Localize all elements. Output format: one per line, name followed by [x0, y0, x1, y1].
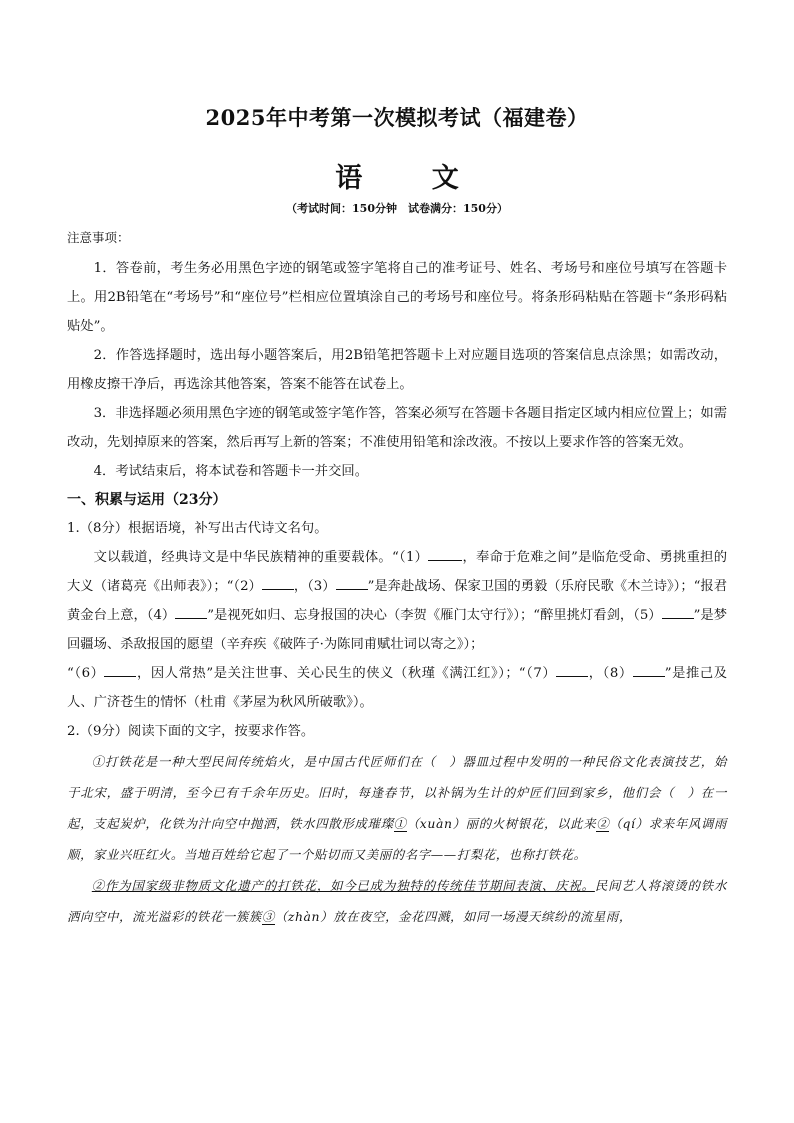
answer-blank-4[interactable] — [175, 618, 207, 619]
passage-1-text-b: （xuàn）丽的火树银花，以此来 — [406, 816, 597, 831]
question-2-prompt — [67, 717, 727, 746]
answer-blank-7[interactable] — [556, 676, 588, 677]
q1-text-a: 文以载道，经典诗文是中华民族精神的重要载体。“（1） — [93, 550, 429, 565]
passage-1-text-a: ①打铁花是一种大型民间传统焰火，是中国古代匠师们在（ ）器皿过程中发明的一种民俗文化表演技艺，始于北宋，盛于明清，至今已有千余年历史。旧时，每逢春节，以补锅为生计的炉匠们回到家乡，他们会（ ）在一起，支起炭炉，化铁为汁向空中抛洒，铁水四散形成璀璨 — [67, 754, 727, 831]
answer-blank-3[interactable] — [336, 589, 368, 590]
notice-item-1: 1．答卷前，考生务必用黑色字迹的钢笔或签字笔将自己的准考证号、姓名、考场号和座位号填写在答题卡上。用2B铅笔在“考场号”和“座位号”栏相应位置填涂自己的考场号和座位号。将条形码粘贴在答题卡“条形码粘贴处”。 — [67, 261, 727, 334]
q1-text-d: ”是奔赴战场、保家卫国的勇毅（乐府民歌《木兰诗》）；“报君黄金台上意，（4） — [67, 579, 728, 623]
q1-text-c: ，（3） — [293, 579, 336, 594]
notice-item-4: 4．考试结束后，将本试卷和答题卡一并交回。 — [93, 464, 368, 479]
answer-blank-6[interactable] — [104, 676, 136, 677]
passage-paragraph-2 — [67, 870, 727, 932]
passage-2-text-b: （zhàn）放在夜空，金花四溅，如同一场漫天缤纷的流星雨， — [274, 909, 632, 924]
section-heading: 一、积累与运用（23分） — [67, 492, 227, 508]
passage-1-text-c: （qí）求来年风调雨顺，家业兴旺红火。当地百姓给它起了一个贴切而又美丽的名字——打梨花，也称打铁花。 — [67, 816, 728, 862]
blank-marker-2: ② — [596, 816, 610, 831]
question-1-prompt — [67, 514, 727, 543]
q1-text-i: ，（8） — [588, 666, 633, 681]
question-number: 1. — [67, 521, 80, 536]
q1-text-g: “（6） — [67, 666, 105, 681]
blank-marker-1: ① — [393, 816, 407, 831]
underlined-sentence: ②作为国家级非物质文化遗产的打铁花，如今已成为独特的传统佳节期间表演、庆祝。 — [91, 878, 595, 893]
answer-blank-1[interactable] — [428, 560, 462, 561]
passage-paragraph-1 — [67, 746, 727, 870]
question-1-text — [67, 543, 727, 659]
passage-2-text-a: 民间艺人将滚烫的铁水洒向空中，流光溢彩的铁花一簇簇 — [67, 878, 727, 924]
notice-item-2: 2．作答选择题时，选出每小题答案后，用2B铅笔把答题卡上对应题目选项的答案信息点涂黑；如需改动，用橡皮擦干净后，再选涂其他答案，答案不能答在试卷上。 — [67, 348, 727, 392]
q1-text-j: ”是推己及人、广济苍生的情怀（杜甫《茅屋为秋风所破歌》）。 — [67, 666, 728, 710]
exam-info: （考试时间：150分钟 试卷满分：150分） — [286, 202, 508, 215]
exam-body — [67, 228, 727, 932]
q1-text-h: ，因人常热”是关注世事、关心民生的侠义（秋瑾《满江红》）；“（7） — [136, 666, 557, 681]
q1-text-e: ”是视死如归、忘身报国的决心（李贺《雁门太守行》）；“醉里挑灯看剑，（5） — [207, 608, 662, 623]
question-1-text-continued — [67, 659, 727, 717]
question-prompt: 根据语境，补写出古代诗文名句。 — [128, 521, 328, 536]
question-score: （8分） — [79, 521, 129, 536]
question-number: 2. — [67, 724, 80, 739]
notice-heading: 注意事项： — [67, 230, 130, 245]
answer-blank-5[interactable] — [662, 618, 694, 619]
subject-title: 语 文 — [335, 163, 489, 194]
exam-title: 2025年中考第一次模拟考试（福建卷） — [205, 105, 589, 130]
answer-blank-2[interactable] — [262, 589, 294, 590]
question-prompt: 阅读下面的文字，按要求作答。 — [128, 724, 315, 739]
q1-text-b: ，奉命于危难之间”是临危受命、勇挑重担的大义（诸葛亮《出师表》）；“（2） — [67, 550, 727, 594]
q1-text-f: ”是梦回疆场、杀敌报国的愿望（辛弃疾《破阵子·为陈同甫赋壮词以寄之》）； — [67, 608, 727, 652]
answer-blank-8[interactable] — [633, 676, 665, 677]
notice-item-3: 3．非选择题必须用黑色字迹的钢笔或签字笔作答，答案必须写在答题卡各题目指定区域内相应位置上；如需改动，先划掉原来的答案，然后再写上新的答案；不准使用铅笔和涂改液。不按以上要求作答的答案无效。 — [67, 406, 728, 450]
question-score: （9分） — [79, 724, 129, 739]
blank-marker-3: ③ — [261, 909, 275, 924]
